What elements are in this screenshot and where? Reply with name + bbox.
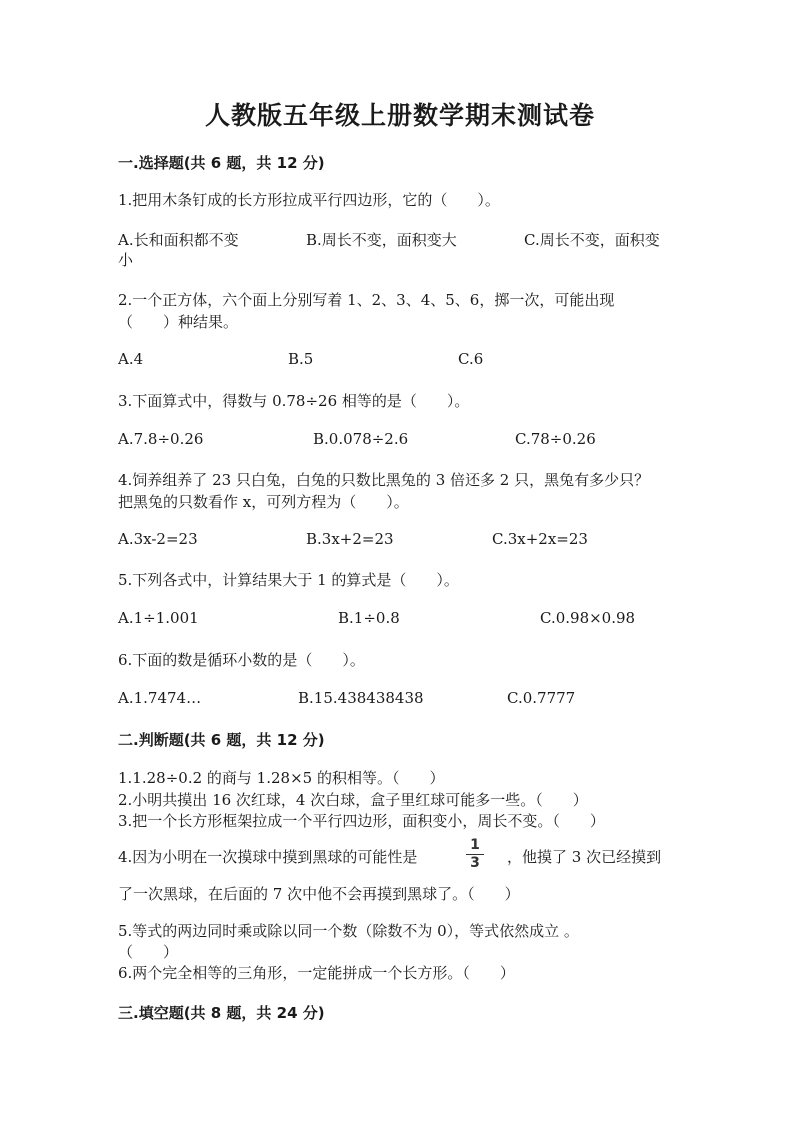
judgement-3: 3.把一个长方形框架拉成一个平行四边形，面积变小，周长不变。（ ） <box>118 812 605 830</box>
question-5-stem: 5.下列各式中，计算结果大于 1 的算式是（ ）。 <box>118 571 459 589</box>
question-2-option-c: C.6 <box>458 350 484 368</box>
question-3-stem: 3.下面算式中，得数与 0.78÷26 相等的是（ ）。 <box>118 392 470 410</box>
question-1-stem: 1.把用木条钉成的长方形拉成平行四边形，它的（ ）。 <box>118 191 500 209</box>
fraction-denominator: 3 <box>470 855 480 871</box>
question-3-option-a: A.7.8÷0.26 <box>118 430 204 448</box>
question-4-option-b: B.3x+2=23 <box>306 530 394 548</box>
question-3-option-c: C.78÷0.26 <box>515 430 596 448</box>
question-6-stem: 6.下面的数是循环小数的是（ ）。 <box>118 651 365 669</box>
question-4-stem-line1: 4.饲养组养了 23 只白兔，白兔的只数比黑兔的 3 倍还多 2 只，黑兔有多少只？ <box>118 471 650 489</box>
question-5-option-c: C.0.98×0.98 <box>540 609 636 627</box>
judgement-5-line1: 5.等式的两边同时乘或除以同一个数（除数不为 0），等式依然成立 。 <box>118 922 579 940</box>
question-2-option-b: B.5 <box>288 350 314 368</box>
judgement-4-part1: 4.因为小明在一次摸球中摸到黑球的可能性是 <box>118 848 418 866</box>
question-3-option-b: B.0.078÷2.6 <box>313 430 409 448</box>
judgement-6: 6.两个完全相等的三角形，一定能拼成一个长方形。（ ） <box>118 964 515 982</box>
question-4-stem-line2: 把黑兔的只数看作 x，可列方程为（ ）。 <box>118 493 409 511</box>
judgement-5-line2: （ ） <box>118 943 179 961</box>
judgement-4-line2: 了一次黑球，在后面的 7 次中他不会再摸到黑球了。（ ） <box>118 885 520 903</box>
section-heading-judgement: 二.判断题(共 6 题，共 12 分) <box>118 731 325 749</box>
question-4-option-c: C.3x+2x=23 <box>492 530 588 548</box>
judgement-2: 2.小明共摸出 16 次红球，4 次白球，盒子里红球可能多一些。（ ） <box>118 791 588 809</box>
question-4-option-a: A.3x-2=23 <box>118 530 198 548</box>
exam-title: 人教版五年级上册数学期末测试卷 <box>204 101 595 130</box>
question-5-option-a: A.1÷1.001 <box>118 609 199 627</box>
question-1-option-a: A.长和面积都不变 <box>118 231 239 249</box>
question-6-option-c: C.0.7777 <box>507 689 576 707</box>
question-5-option-b: B.1÷0.8 <box>338 609 400 627</box>
judgement-4-part2: ，他摸了 3 次已经摸到 <box>507 848 662 866</box>
question-1-option-c-continued: 小 <box>118 251 134 269</box>
section-heading-choice: 一.选择题(共 6 题，共 12 分) <box>118 154 325 172</box>
question-2-stem-line1: 2.一个正方体，六个面上分别写着 1、2、3、4、5、6，掷一次，可能出现 <box>118 291 615 309</box>
fraction-numerator: 1 <box>470 837 480 853</box>
question-1-option-b: B.周长不变，面积变大 <box>306 231 457 249</box>
question-6-option-b: B.15.438438438 <box>298 689 424 707</box>
question-2-option-a: A.4 <box>118 350 144 368</box>
question-2-stem-line2: （ ）种结果。 <box>118 313 239 331</box>
question-1-option-c: C.周长不变，面积变 <box>524 231 660 249</box>
fraction-one-third <box>462 838 488 871</box>
question-6-option-a: A.1.7474… <box>118 689 202 707</box>
judgement-1: 1.1.28÷0.2 的商与 1.28×5 的积相等。（ ） <box>118 769 445 787</box>
section-heading-fill-in: 三.填空题(共 8 题，共 24 分) <box>118 1004 325 1022</box>
